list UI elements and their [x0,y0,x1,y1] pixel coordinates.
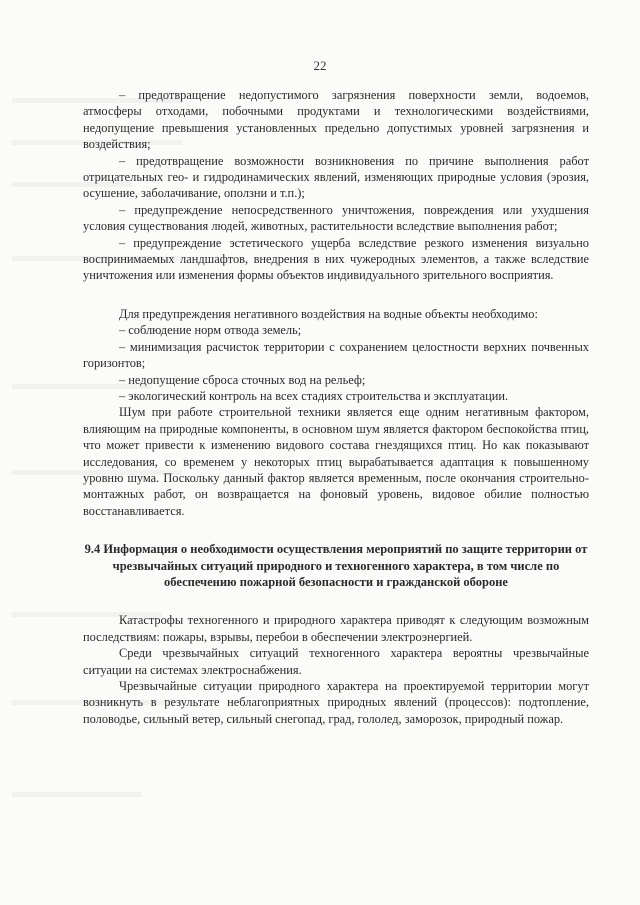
body-paragraph: Для предупреждения негативного воздействия на водные объекты необходимо: [119,306,538,321]
body-paragraph: – соблюдение норм отвода земель; [119,323,302,338]
body-paragraph: Чрезвычайные ситуации природного характера на проектируемой территории могут возникнуть в результате неблагоприятных природных явлений (процессов): подтопление, половодье, сильный ветер, сильный снегопад, град, гололед, заморозок, природный пожар. [83,679,589,726]
body-paragraph: – экологический контроль на всех стадиях строительства и эксплуатации. [119,388,509,403]
body-paragraph: – предотвращение возможности возникновения по причине выполнения работ отрицательных гео- и гидродинамических явлений, изменяющих природные условия (эрозия, осушение, заболачивание, оползни и т.п.); [83,153,589,201]
body-paragraph: Катастрофы техногенного и природного характера приводят к следующим возможным последствиям: пожары, взрывы, перебои в обеспечении электроэнергией. [83,613,589,644]
paragraph-gap [83,284,589,306]
bleed-through-mark [12,792,142,797]
body-paragraph: Шум при работе строительной техники является еще одним негативным фактором, влияющим на природные компоненты, в основном шум является фактором беспокойства птиц, что может привести к изменению видового состава гнездящихся птиц. Но как показывают исследования, со временем у некоторых птиц вырабатывается адаптация к повышенному уровню шума. Поскольку данный фактор является временным, после окончания строительно-монтажных работ, он возвращается на фоновый уровень, видовое обилие полностью восстанавливается. [83,405,589,518]
section-heading: 9.4 Информация о необходимости осуществления мероприятий по защите территории от чрезвычайных ситуаций природного и техногенного характера, в том числе по обеспечению пожарной безопасности и гражданской обороне [84,542,588,589]
body-paragraph: – минимизация расчисток территории с сохранением целостности верхних почвенных горизонтов; [83,339,589,371]
body-paragraph: – предотвращение недопустимого загрязнения поверхности земли, водоемов, атмосферы отходами, побочными продуктами и технологическими воздействиями, недопущение превышения установленных предельно допустимых уровней загрязнения и воздействия; [83,88,589,152]
body-paragraph: – недопущение сброса сточных вод на рельеф; [119,372,366,387]
document-body [83,87,589,727]
paragraph-gap [83,590,589,612]
body-paragraph: Среди чрезвычайных ситуаций техногенного характера вероятны чрезвычайные ситуации на системах электроснабжения. [83,646,589,677]
paragraph-gap [83,519,589,541]
page-number: 22 [313,58,327,73]
body-paragraph: – предупреждение эстетического ущерба вследствие резкого изменения визуально воспринимаемых ландшафтов, внедрения в них чужеродных элементов, а также вследствие уничтожения или изменения формы объектов индивидуального зрительного восприятия. [83,235,589,283]
body-paragraph: – предупреждение непосредственного уничтожения, повреждения или ухудшения условия существования людей, животных, растительности вследствие выполнения работ; [83,202,589,234]
